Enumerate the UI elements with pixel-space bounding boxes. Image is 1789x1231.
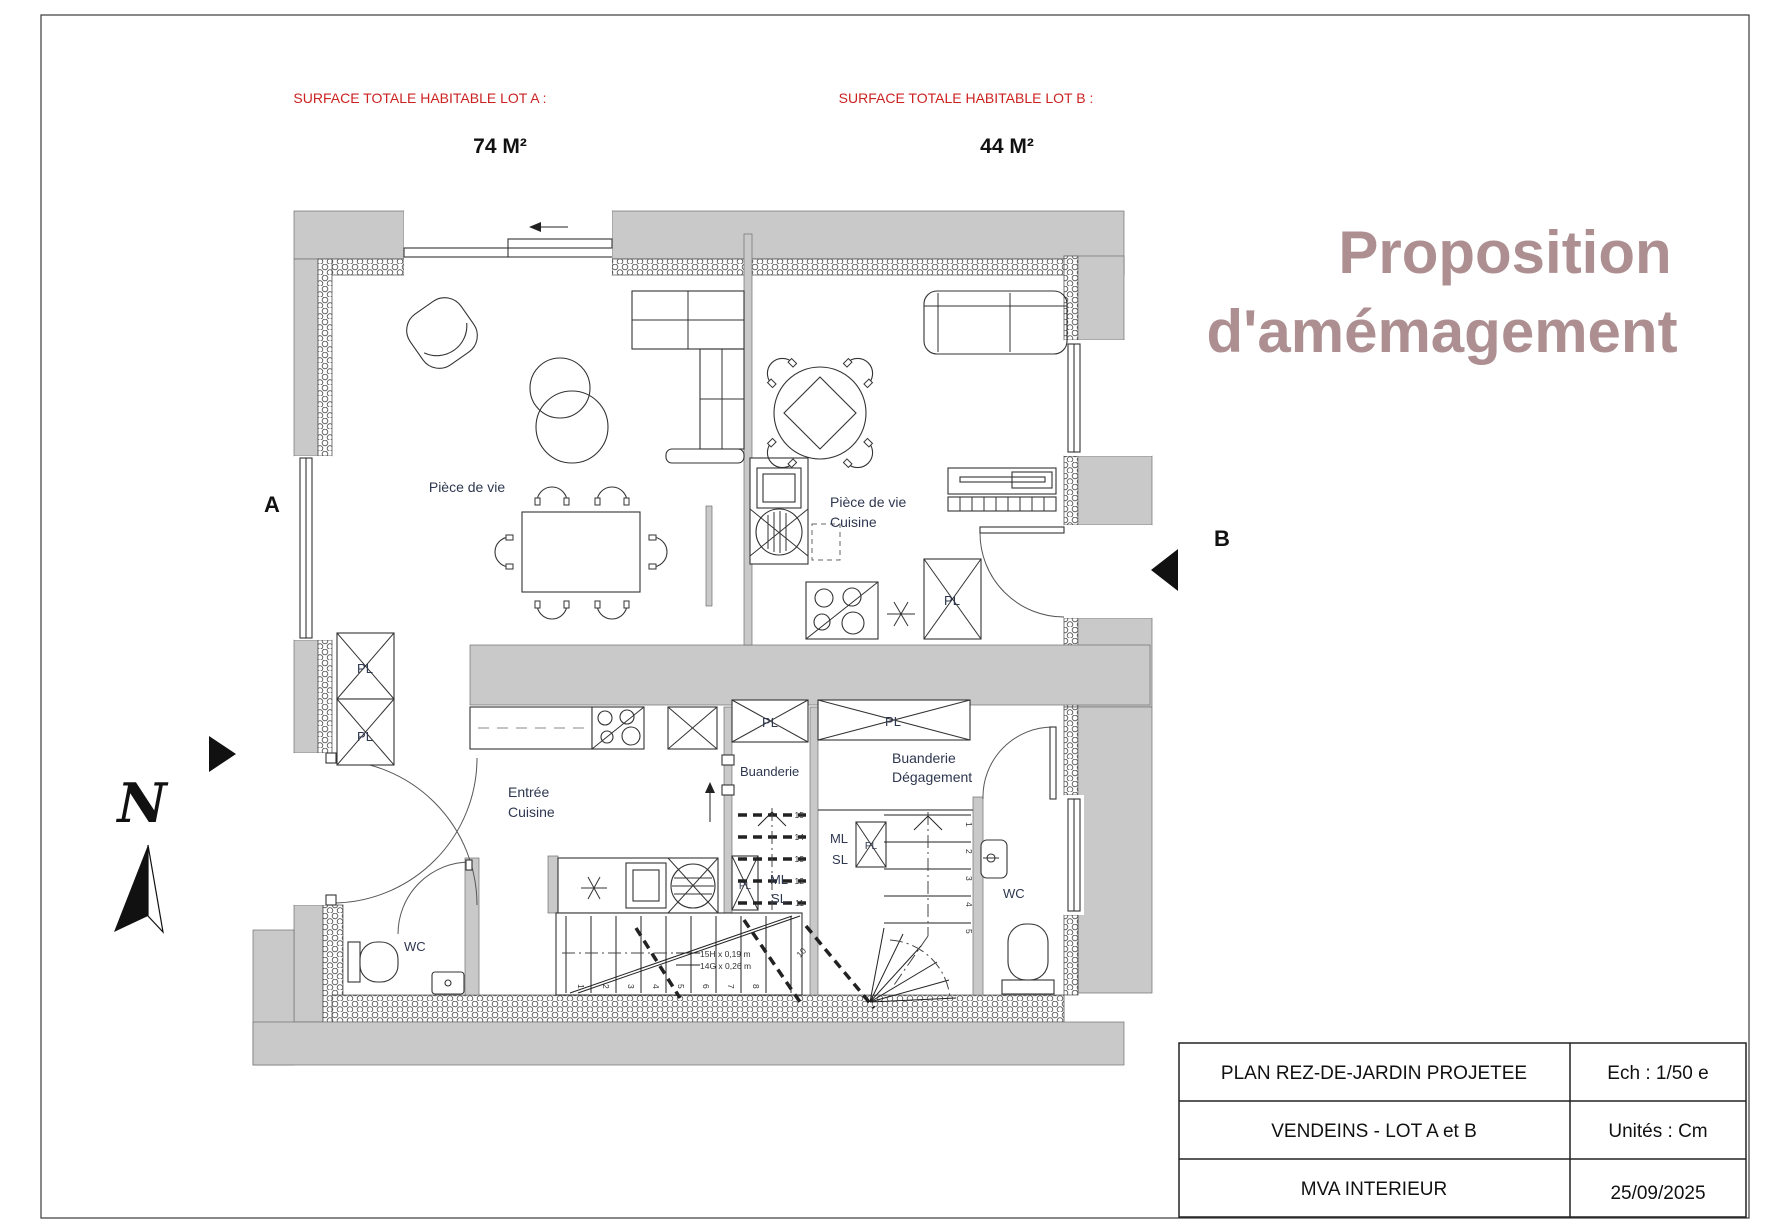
closet-label-pl: PL — [357, 729, 373, 744]
step-number: 5 — [676, 984, 686, 989]
appliance-label-ml: ML — [769, 872, 789, 887]
north-label: N — [117, 771, 167, 835]
wc-b-fixtures — [981, 840, 1054, 994]
step-number: 15 — [794, 810, 804, 820]
side-table-2 — [536, 391, 608, 463]
dining-table-a — [495, 487, 667, 619]
closet-label-pl: PL — [762, 715, 778, 730]
step-number: 5 — [964, 929, 974, 934]
corner-sofa-a — [632, 291, 744, 463]
closet-label-pl: PL — [357, 661, 373, 676]
step-number: 4 — [651, 984, 661, 989]
room-label-laundry-b2: Dégagement — [892, 769, 973, 785]
room-label-living-b2: Cuisine — [830, 514, 877, 530]
room-label-entry-a1: Entrée — [508, 784, 550, 800]
up-arrow-icon — [705, 782, 715, 822]
closet-label-pl: PL — [864, 841, 878, 852]
step-number: 11 — [795, 898, 804, 908]
step-number: 4 — [964, 902, 974, 907]
appliance-label-sl: SL — [832, 852, 848, 867]
windows-and-openings — [294, 211, 1152, 934]
step-number: 1 — [576, 984, 586, 989]
titleblock-plan-name: PLAN REZ-DE-JARDIN PROJETEE — [1220, 1063, 1528, 1084]
armchair — [399, 290, 485, 376]
stair-annotation-1: 15H x 0,19 m — [700, 949, 751, 959]
light-symbol-b — [887, 602, 915, 626]
room-label-entry-a2: Cuisine — [508, 804, 555, 820]
appliance-label-ml: ML — [829, 831, 849, 846]
step-number: 2 — [601, 984, 611, 989]
step-number: 14 — [794, 832, 804, 842]
titleblock-scale: Ech : 1/50 e — [1607, 1063, 1709, 1084]
room-label-wc-a: WC — [404, 939, 426, 954]
titleblock-author: MVA INTERIEUR — [1300, 1179, 1448, 1200]
round-table-b — [760, 351, 880, 475]
room-label-laundry-a: Buanderie — [740, 764, 800, 779]
side-table-1 — [530, 358, 590, 418]
step-number: 6 — [701, 984, 711, 989]
closet-kitchen-a — [668, 707, 717, 749]
room-label-laundry-b1: Buanderie — [892, 750, 956, 766]
step-number: 12 — [794, 876, 804, 886]
closets — [337, 559, 981, 910]
titleblock-date: 25/09/2025 — [1610, 1183, 1706, 1204]
kitchen-lot-a — [470, 707, 644, 749]
closet-label-pl: PL — [944, 593, 960, 608]
surface-lot-b-label: SURFACE TOTALE HABITABLE LOT B : — [838, 90, 1094, 106]
furniture-lot-a — [399, 290, 744, 619]
title-block — [1179, 1043, 1746, 1217]
step-number: 2 — [964, 849, 974, 854]
closet-label-pl: PL — [885, 714, 901, 729]
surface-lot-a-value: 74 M² — [473, 135, 527, 158]
desk-b — [948, 468, 1056, 511]
step-number: 10 — [794, 945, 809, 960]
section-marker-a-icon — [209, 736, 236, 772]
section-label-b: B — [1214, 526, 1230, 551]
step-number: 7 — [726, 984, 736, 989]
kitchen-lot-b — [750, 458, 915, 639]
room-label-living-b1: Pièce de vie — [830, 494, 907, 510]
north-arrow-icon — [114, 845, 163, 932]
section-label-a: A — [264, 492, 280, 517]
step-number: 13 — [794, 854, 804, 864]
section-marker-b-icon — [1151, 549, 1178, 591]
island-lot-a — [558, 858, 718, 913]
surface-lot-b-value: 44 M² — [980, 135, 1034, 158]
step-number: 3 — [626, 984, 636, 989]
step-number: 3 — [964, 876, 974, 881]
page-title-line2: d'amémagement — [1206, 298, 1678, 365]
sofa-b — [924, 291, 1067, 354]
titleblock-units: Unités : Cm — [1608, 1121, 1708, 1142]
titleblock-project: VENDEINS - LOT A et B — [1271, 1121, 1477, 1142]
closet-label-pl: PL — [738, 881, 752, 892]
surface-lot-a-label: SURFACE TOTALE HABITABLE LOT A : — [293, 90, 547, 106]
step-number: 1 — [964, 822, 974, 827]
step-number: 8 — [751, 984, 761, 989]
stair-annotation-2: 14G x 0,26 m — [700, 961, 752, 971]
room-label-wc-b: WC — [1003, 886, 1025, 901]
appliance-label-sl: SL — [771, 891, 787, 906]
page-title-line1: Proposition — [1338, 219, 1672, 286]
room-label-living-a: Pièce de vie — [428, 479, 506, 495]
